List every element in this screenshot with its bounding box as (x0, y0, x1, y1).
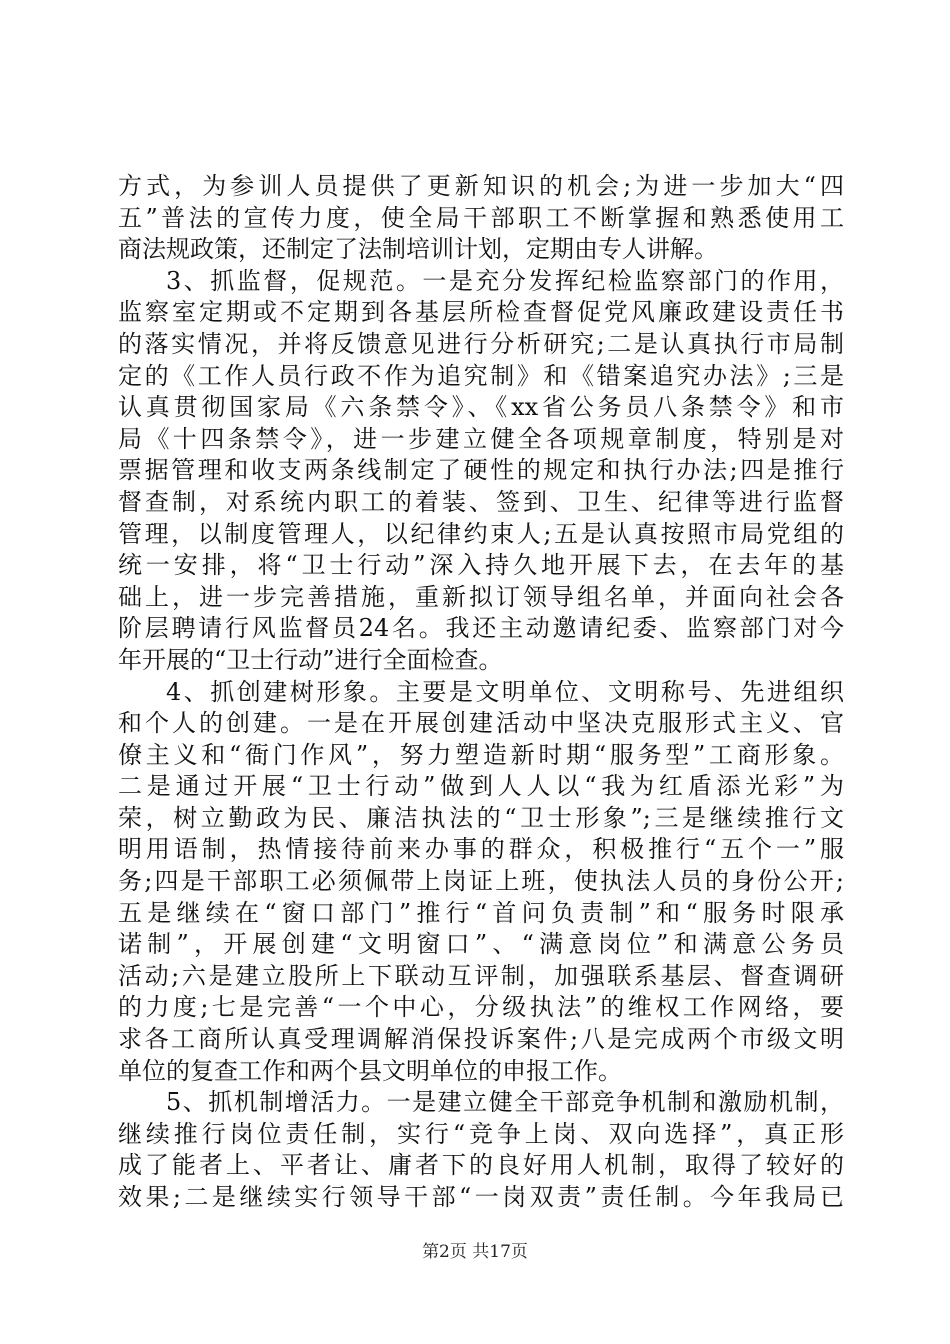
text-line: 监察室定期或不定期到各基层所检查督促党风廉政建设责任书 (118, 298, 844, 327)
text-line: 诺制”，开展创建“文明窗口”、“满意岗位”和满意公务员 (118, 930, 844, 959)
text-line: 僚主义和“衙门作风”，努力塑造新时期“服务型”工商形象。 (118, 740, 844, 769)
text-line: 明用语制，热情接待前来办事的群众，积极推行“五个一”服 (118, 835, 844, 864)
text-line: 年开展的“卫士行动”进行全面检查。 (118, 645, 503, 674)
text-line: 的落实情况，并将反馈意见进行分析研究;二是认真执行市局制 (118, 329, 844, 358)
text-line: 求各工商所认真受理调解消保投诉案件;八是完成两个市级文明 (118, 1025, 844, 1054)
text-line: 局《十四条禁令》，进一步建立健全各项规章制度，特别是对 (118, 424, 844, 453)
text-line: 继续推行岗位责任制，实行“竞争上岗、双向选择”，真正形 (118, 1119, 844, 1148)
text-line: 定的《工作人员行政不作为追究制》和《错案追究办法》;三是 (118, 361, 844, 390)
text-line: 统一安排，将“卫士行动”深入持久地开展下去，在去年的基 (118, 551, 844, 580)
text-line: 5、抓机制增活力。一是建立健全干部竞争机制和激励机制， (166, 1088, 844, 1117)
body-text (118, 171, 844, 1214)
text-line: 和个人的创建。一是在开展创建活动中坚决克服形式主义、官 (118, 709, 844, 738)
text-line: 督查制，对系统内职工的着装、签到、卫生、纪律等进行监督 (118, 487, 844, 516)
text-line: 4、抓创建树形象。主要是文明单位、文明称号、先进组织 (166, 677, 844, 706)
text-line: 成了能者上、平者让、庸者下的良好用人机制，取得了较好的 (118, 1151, 844, 1180)
text-line: 单位的复查工作和两个县文明单位的申报工作。 (118, 1056, 622, 1085)
text-line: 务;四是干部职工必须佩带上岗证上班，使执法人员的身份公开; (118, 867, 844, 896)
text-line: 阶层聘请行风监督员24名。我还主动邀请纪委、监察部门对今 (118, 614, 844, 643)
text-line: 3、抓监督，促规范。一是充分发挥纪检监察部门的作用， (166, 266, 844, 295)
text-line: 效果;二是继续实行领导干部“一岗双责”责任制。今年我局已 (118, 1183, 844, 1211)
text-line: 管理，以制度管理人，以纪律约束人;五是认真按照市局党组的 (118, 519, 844, 548)
text-line: 五”普法的宣传力度，使全局干部职工不断掌握和熟悉使用工 (118, 203, 844, 232)
text-line: 二是通过开展“卫士行动”做到人人以“我为红盾添光彩”为 (118, 772, 844, 801)
text-line: 活动;六是建立股所上下联动互评制，加强联系基层、督查调研 (118, 961, 844, 990)
page-footer: 第2页 共17页 (422, 1242, 528, 1262)
text-line: 商法规政策，还制定了法制培训计划，定期由专人讲解。 (118, 235, 718, 264)
text-line: 荣，树立勤政为民、廉洁执法的“卫士形象”;三是继续推行文 (118, 803, 844, 832)
text-line: 五是继续在“窗口部门”推行“首问负责制”和“服务时限承 (118, 898, 844, 927)
text-line: 的力度;七是完善“一个中心，分级执法”的维权工作网络，要 (118, 993, 844, 1022)
text-line: 认真贯彻国家局《六条禁令》、《xx省公务员八条禁令》和市 (118, 393, 844, 422)
text-line: 方式，为参训人员提供了更新知识的机会;为进一步加大“四 (118, 172, 844, 200)
text-line: 础上，进一步完善措施，重新拟订领导组名单，并面向社会各 (118, 582, 844, 611)
text-line: 票据管理和收支两条线制定了硬性的规定和执行办法;四是推行 (118, 456, 844, 485)
